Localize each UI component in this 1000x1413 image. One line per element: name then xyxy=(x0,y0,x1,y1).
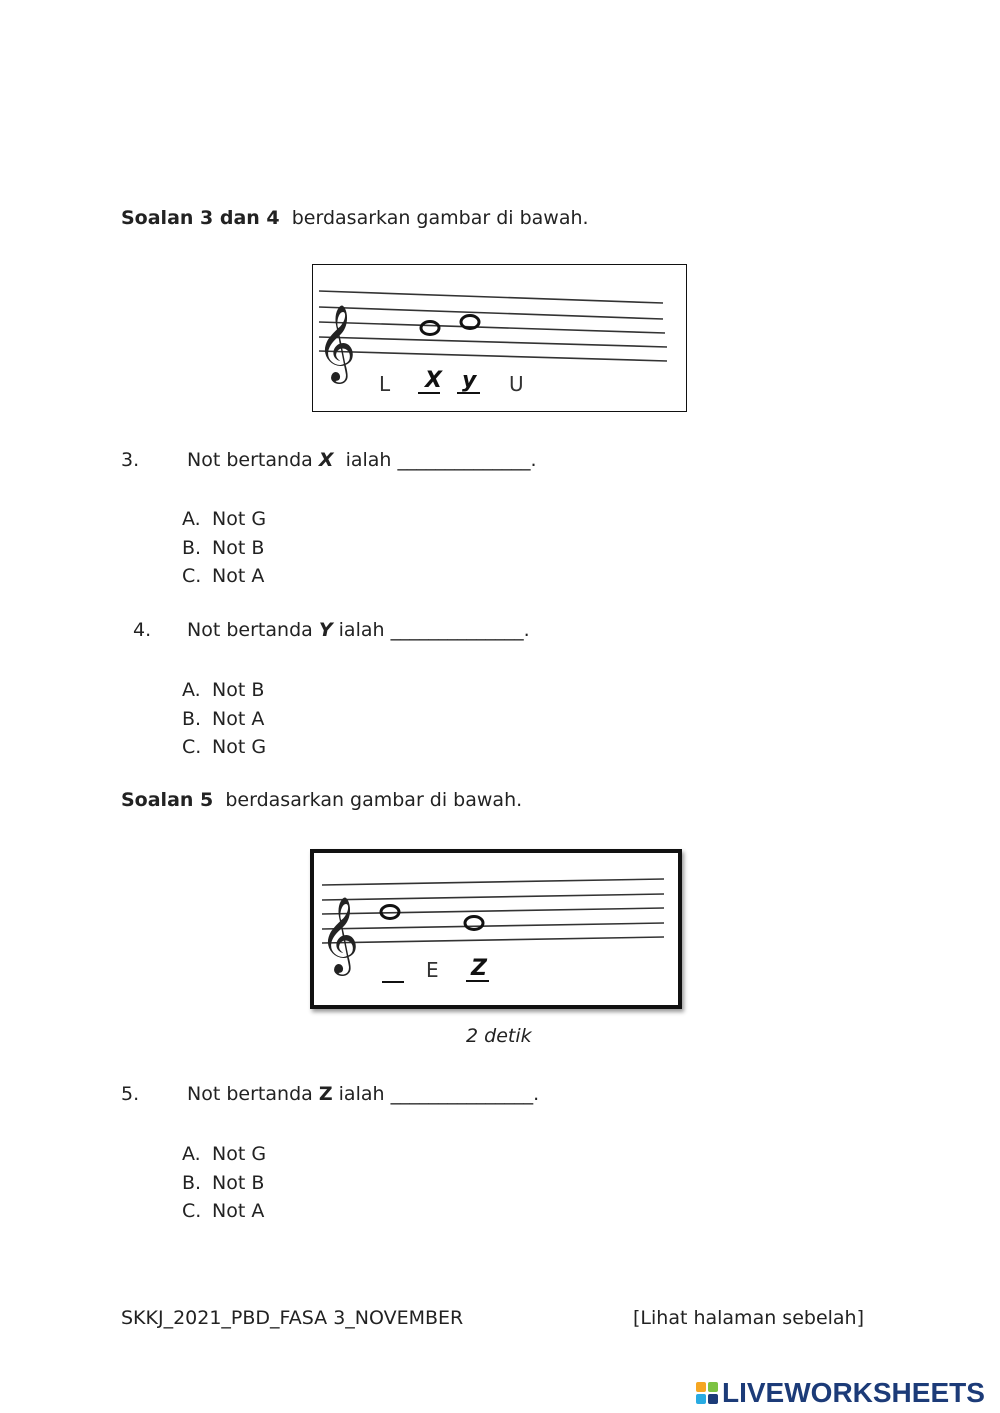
question-3-mark: X xyxy=(318,449,334,471)
question-3-options xyxy=(182,505,266,591)
question-5 xyxy=(121,1083,539,1105)
music-staff-figure-2 xyxy=(310,849,682,1009)
question-4-option-a[interactable]: A. Not B xyxy=(182,679,265,701)
question-4-number: 4. xyxy=(133,619,152,641)
footer-next-page: [Lihat halaman sebelah] xyxy=(633,1307,865,1329)
question-3-post: ialah ______________. xyxy=(345,449,537,471)
staff-drawing-1 xyxy=(313,265,686,411)
section-heading-1 xyxy=(121,207,589,229)
question-5-options xyxy=(182,1140,266,1226)
figure1-label-u: U xyxy=(509,372,524,396)
question-5-option-c[interactable]: C. Not A xyxy=(182,1200,265,1222)
question-3 xyxy=(121,449,537,471)
figure2-label-z: Z xyxy=(471,956,487,981)
liveworksheets-logo xyxy=(696,1376,985,1410)
question-3-option-b[interactable]: B. Not B xyxy=(182,536,265,559)
music-staff-figure-1 xyxy=(312,264,687,412)
note-z xyxy=(465,917,483,930)
section-heading-1-bold: Soalan 3 dan 4 xyxy=(121,207,280,229)
section-heading-1-rest: berdasarkan gambar di bawah. xyxy=(291,207,589,229)
question-5-number: 5. xyxy=(121,1083,140,1105)
question-4-option-c[interactable]: C. Not G xyxy=(182,736,267,758)
figure1-label-x: X xyxy=(425,368,442,393)
question-5-mark: Z xyxy=(318,1083,333,1105)
section-heading-2 xyxy=(121,789,522,811)
question-4-pre: Not bertanda xyxy=(187,619,313,641)
section-heading-2-bold: Soalan 5 xyxy=(121,789,214,811)
question-4-options xyxy=(182,676,266,762)
footer-code: SKKJ_2021_PBD_FASA 3_NOVEMBER xyxy=(121,1307,464,1329)
note-x xyxy=(421,322,439,335)
question-3-option-a[interactable]: A. Not G xyxy=(182,508,267,530)
figure2-label-e: E xyxy=(426,958,439,982)
question-5-pre: Not bertanda xyxy=(187,1083,313,1105)
question-4-post: ialah ______________. xyxy=(338,619,530,641)
figure-2-caption: 2 detik xyxy=(466,1025,532,1047)
treble-clef-icon: 𝄞 xyxy=(317,304,357,381)
question-3-option-c[interactable]: C. Not A xyxy=(182,565,265,587)
question-3-pre: Not bertanda xyxy=(187,449,313,471)
question-5-option-a[interactable]: A. Not G xyxy=(182,1143,267,1165)
liveworksheets-logo-text: LIVEWORKSHEETS xyxy=(722,1377,985,1408)
question-3-number: 3. xyxy=(121,449,140,471)
question-4 xyxy=(133,619,530,641)
section-heading-2-rest: berdasarkan gambar di bawah. xyxy=(225,789,523,811)
question-4-option-b[interactable]: B. Not A xyxy=(182,707,265,730)
figure1-label-y: y xyxy=(462,368,477,393)
question-5-post: ialah _______________. xyxy=(338,1083,540,1105)
question-4-mark: Y xyxy=(318,619,333,641)
question-5-option-b[interactable]: B. Not B xyxy=(182,1171,265,1194)
liveworksheets-logo-icon xyxy=(696,1382,718,1404)
treble-clef-icon: 𝄞 xyxy=(320,896,360,973)
staff-drawing-2 xyxy=(314,853,678,1005)
figure1-label-l: L xyxy=(379,372,391,396)
